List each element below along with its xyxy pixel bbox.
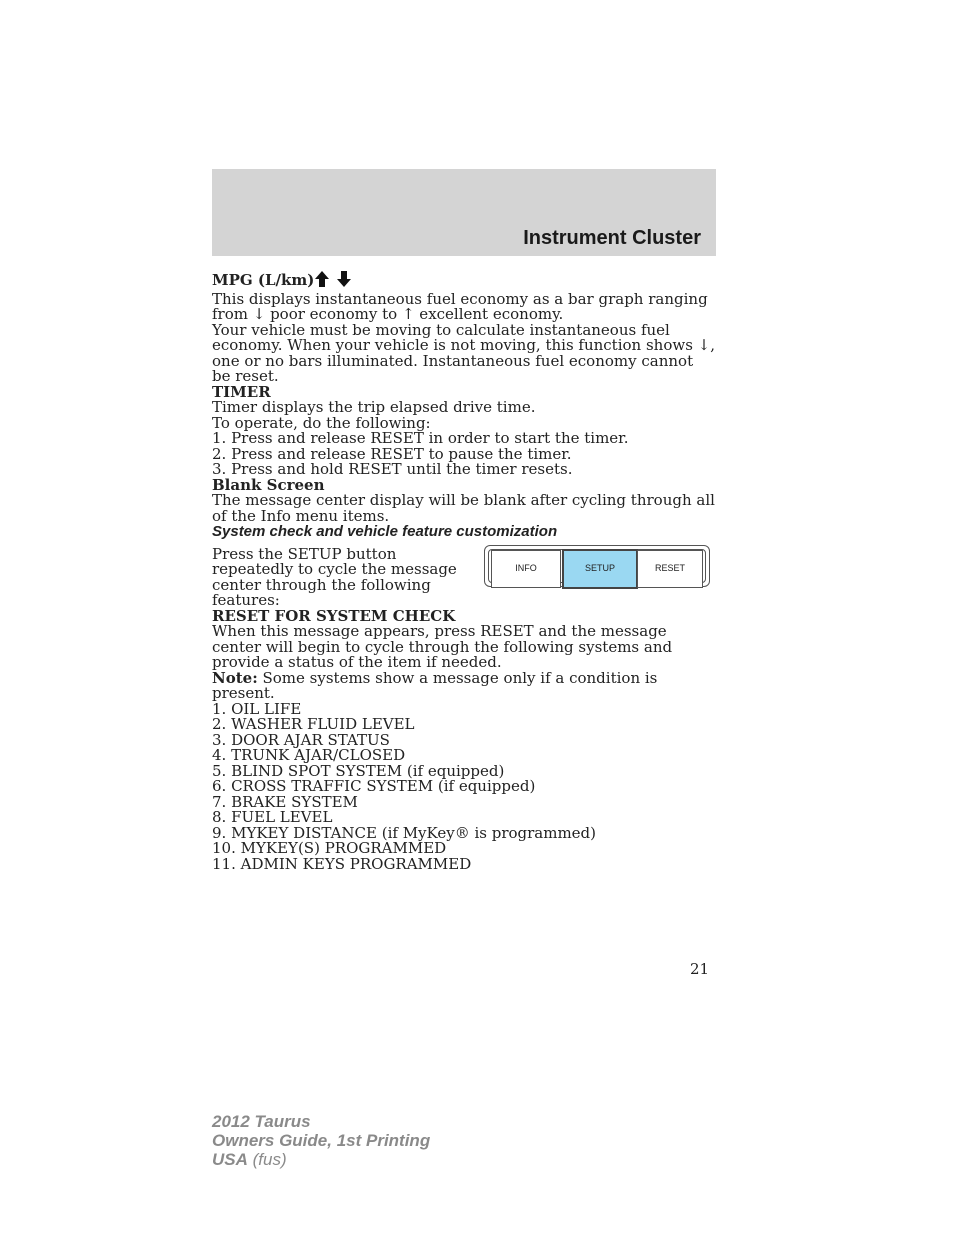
timer-step: 1. Press and release RESET in order to start the timer. bbox=[212, 429, 629, 447]
list-item: 10. MYKEY(S) PROGRAMMED bbox=[212, 839, 447, 857]
footer-region: USA bbox=[212, 1150, 248, 1169]
mpg-paragraph-1: This displays instantaneous fuel economy as a bar graph ranging from ↓ poor economy to ↑ excellent economy. bbox=[212, 289, 708, 323]
blank-screen-paragraph: The message center display will be blank after cycling through all of the Info menu items. bbox=[212, 491, 715, 525]
setup-paragraph: Press the SETUP button repeatedly to cycle the message center through the following features: bbox=[212, 544, 457, 609]
message-center-controls-illustration bbox=[484, 545, 710, 587]
reset-check-heading: RESET FOR SYSTEM CHECK bbox=[212, 606, 456, 625]
note-text: Some systems show a message only if a condition is present. bbox=[212, 668, 658, 702]
timer-step: 2. Press and release RESET to pause the timer. bbox=[212, 444, 572, 463]
list-item: 3. DOOR AJAR STATUS bbox=[212, 730, 390, 749]
note-label: Note: bbox=[212, 668, 258, 687]
list-item: 7. BRAKE SYSTEM bbox=[212, 792, 358, 811]
list-item: 1. OIL LIFE bbox=[212, 699, 302, 718]
note-paragraph bbox=[212, 668, 716, 702]
page-number: 21 bbox=[690, 960, 710, 978]
list-item: 6. CROSS TRAFFIC SYSTEM (if equipped) bbox=[212, 777, 536, 795]
page-content bbox=[212, 270, 716, 872]
mpg-paragraph-2: Your vehicle must be moving to calculate instantaneous fuel economy. When your vehicle is not moving, this function shows ↓, one or no bars illuminated. Instantaneous fuel economy cannot be reset. bbox=[212, 320, 715, 385]
timer-paragraph-1: Timer displays the trip elapsed drive time. bbox=[212, 398, 536, 416]
arrow-down-icon bbox=[336, 270, 352, 292]
reset-button: RESET bbox=[637, 550, 703, 588]
list-item: 9. MYKEY DISTANCE (if MyKey® is programmed) bbox=[212, 823, 597, 842]
footer-line-1: 2012 Taurus bbox=[212, 1112, 311, 1131]
arrow-up-icon bbox=[314, 270, 330, 292]
section-header-band bbox=[212, 169, 716, 256]
footer-line-3 bbox=[212, 1150, 430, 1169]
footer-code: (fus) bbox=[247, 1150, 287, 1169]
timer-step: 3. Press and hold RESET until the timer resets. bbox=[212, 460, 573, 478]
setup-section bbox=[212, 544, 716, 609]
list-item: 2. WASHER FLUID LEVEL bbox=[212, 715, 415, 733]
list-item: 11. ADMIN KEYS PROGRAMMED bbox=[212, 854, 472, 873]
mpg-heading-text: MPG (L/km) bbox=[212, 271, 315, 289]
blank-screen-heading: Blank Screen bbox=[212, 475, 325, 494]
mpg-heading bbox=[212, 270, 716, 292]
footer bbox=[212, 1112, 430, 1169]
footer-line-2: Owners Guide, 1st Printing bbox=[212, 1131, 431, 1150]
reset-check-paragraph: When this message appears, press RESET and the message center will begin to cycle through the following systems and provide a status of the item if needed. bbox=[212, 622, 673, 671]
setup-button: SETUP bbox=[562, 549, 638, 589]
section-title: Instrument Cluster bbox=[523, 227, 701, 249]
info-button: INFO bbox=[491, 550, 561, 588]
list-item: 8. FUEL LEVEL bbox=[212, 808, 333, 826]
timer-heading: TIMER bbox=[212, 382, 271, 401]
system-check-heading: System check and vehicle feature customization bbox=[212, 523, 558, 540]
timer-paragraph-2: To operate, do the following: bbox=[212, 413, 431, 432]
controls-bezel bbox=[488, 549, 706, 583]
list-item: 4. TRUNK AJAR/CLOSED bbox=[212, 746, 406, 764]
list-item: 5. BLIND SPOT SYSTEM (if equipped) bbox=[212, 761, 505, 780]
